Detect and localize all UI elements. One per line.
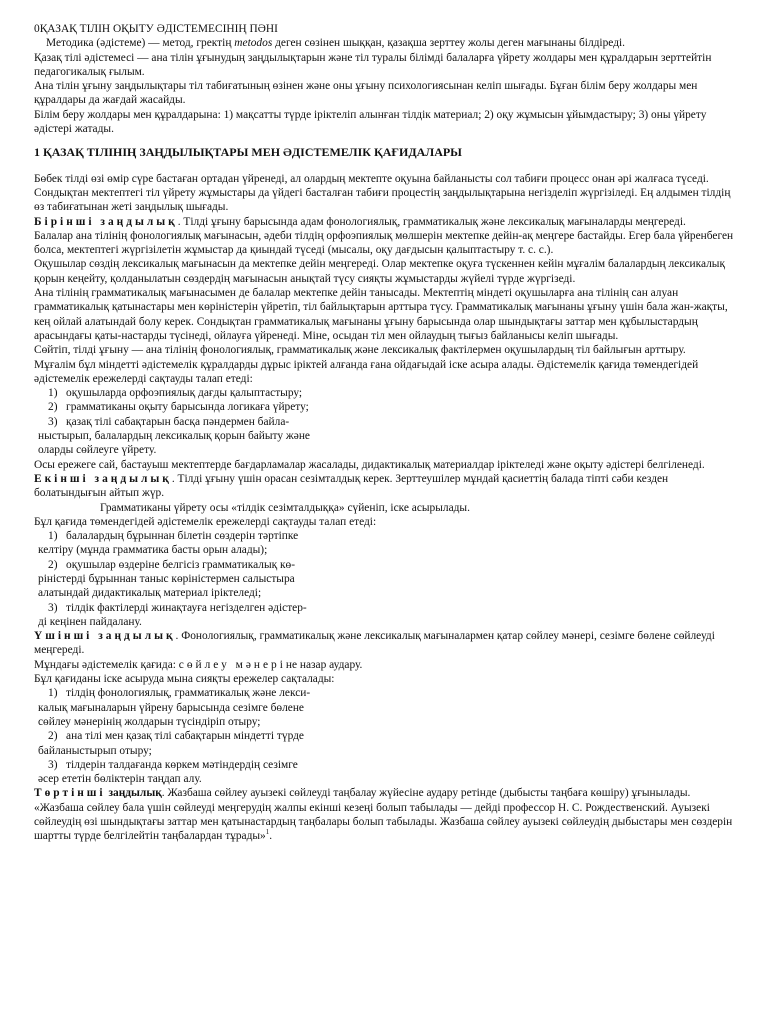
list-item xyxy=(34,529,384,543)
list-item xyxy=(34,758,384,772)
list-item xyxy=(34,415,384,429)
rules-list-2 xyxy=(34,529,384,629)
law-2-text: . Тілді ұғыну үшін орасан сезімталдық керек. Зерттеушілер мұндай қасиеттің балада тіпті сәби кезден болатындығын айтып жүр. xyxy=(34,472,669,500)
document-page xyxy=(34,22,734,844)
list-item xyxy=(34,386,384,400)
paragraph: Мұғалім бұл міндетті әдістемелік құралдарды дұрыс іріктей алғанда ғана ойдағыдай іске асыра алады. Әдістемелік қағида төмендегідей әдістемелік ережелерді сақтауды талап етеді: xyxy=(34,358,699,385)
list-text: тілдің фонологиялық, грамматикалық және лекси- xyxy=(66,687,311,700)
list-item xyxy=(34,601,384,615)
paragraph: Ана тілінің грамматикалық мағынасымен де балалар мектепке дейін танысады. Мектептің міндеті оқушыларға ана тілінің сан алуан грамматикалық қатынастары мен көріністерін үйретіп, тіл байлықтарын арттыра түсу. Грамматикалық мағынаны ұғыну үшін бала жан-жақты, кең ойлай алатындай болу керек. Сондықтан грамматикалық мағынаны ұғыну барысында олар шындықтағы заттар мен құбылыстардың арасындағы қаты-настарды түсінеді, ойлауға үйренеді. Міне, осыдан тіл мен ойлаудың тығыз байланысы келіп шығады. xyxy=(34,287,728,342)
list-item xyxy=(34,686,384,700)
document-title: 0ҚАЗАҚ ТІЛІН ОҚЫТУ ӘДІСТЕМЕСІНІҢ ПӘНІ xyxy=(34,23,278,35)
law-3-rule xyxy=(34,658,734,672)
quote-paragraph xyxy=(34,801,734,844)
intro-paragraph-1 xyxy=(34,36,734,50)
law-3-text: . Фонологиялық, грамматикалық және лексикалық мағыналармен қатар сөйлеу мәнері, сезімге бөлене сөйлеуді меңгереді. xyxy=(34,630,715,657)
list-item-continuation: байланыстырып отыру; xyxy=(38,744,152,757)
paragraph: Бұл қағида төмендегідей әдістемелік ережелерді сақтауды талап етеді: xyxy=(34,515,377,528)
footnote-mark: 1 xyxy=(265,828,270,837)
list-number: 2) xyxy=(48,558,58,571)
law-4-label-rest: заңдылық xyxy=(105,787,162,800)
rule-text: не назар аудару. xyxy=(285,658,363,671)
spaced-term: сөйлеу мәнері xyxy=(178,658,286,671)
paragraph: Бөбек тілді өзі өмір сүре бастаған ортадан үйренеді, ал олардың мектепте оқуына байланысты сол табиғи процесс онан әрі жалғаса түседі. Сондықтан мектептегі тіл үйрету жұмыстары да үйдегі басталған табиғи процестің заңдылықтарына негізделіп жүргізіледі. Ең алдымен тілдің өз табиғатынан жеті заңдылық шығады. xyxy=(34,172,731,214)
list-item-continuation: оларды сөйлеуге үйрету. xyxy=(38,444,157,457)
law-2-paragraph xyxy=(34,472,734,501)
rules-list-1 xyxy=(34,386,384,457)
law-4-paragraph xyxy=(34,786,734,800)
quote-end: . xyxy=(269,830,273,843)
section-heading: 1 ҚАЗАҚ ТІЛІНІҢ ЗАҢДЫЛЫҚТАРЫ МЕН ӘДІСТЕМЕЛІК ҚАҒИДАЛАРЫ xyxy=(34,145,462,160)
intro-paragraph-2: Қазақ тілі әдістемесі — ана тілін ұғынудың заңдылықтарын және тіл туралы білімді балаларға үйрету жолдары мен құралдарын зерттейтін педагогикалық ғылым. xyxy=(34,51,712,78)
list-text: оқушылар өздеріне белгісіз грамматикалық кө- xyxy=(66,558,296,571)
rules-list-3 xyxy=(34,686,384,786)
paragraph: Оқушылар сөздің лексикалық мағынасын да мектепке дейін меңгереді. Олар мектепке оқуға түскеннен кейін мұғалім балалардың лексикалық қорын кеңейту, қолданылатын сөздердің мағынасын анықтай түсу сияқты жұмыстарды жүйелі түрде жүргізеді. xyxy=(34,258,725,285)
law-1-text: . Тілді ұғыну барысында адам фонологиялық, грамматикалық және лексикалық мағыналарды меңгереді. xyxy=(177,215,686,228)
list-number: 3) xyxy=(48,415,58,428)
intro-section xyxy=(34,36,734,136)
list-number: 3) xyxy=(48,758,58,771)
italic-term: metodos xyxy=(234,37,273,50)
paragraph: Осы ережеге сай, бастауыш мектептерде бағдарламалар жасалады, дидактикалық материалдар іріктеледі және оқыту әдістері белгіленеді. xyxy=(34,458,705,471)
law-3-label: Үшінші заңдылық xyxy=(34,630,176,643)
list-text: қазақ тілі сабақтарын басқа пәндермен байла- xyxy=(66,415,290,428)
list-item-continuation: калық мағыналарын үйрену барысында сезімге бөлене xyxy=(38,701,304,714)
law-4-label-spaced: Төртінші xyxy=(34,787,106,800)
paragraph: Сөйтіп, тілді ұғыну — ана тілінің фонологиялық, грамматикалық және лексикалық фактілермен оқушылардың тіл байлығын арттыру. xyxy=(34,344,686,357)
indented-paragraph: Грамматиканы үйрету осы «тілдік сезімталдыққа» сүйеніп, іске асырылады. xyxy=(100,501,470,514)
list-number: 1) xyxy=(48,687,58,700)
law-4-text: . Жазбаша сөйлеу ауызекі сөйлеуді таңбалау жүйесіне аудару ретінде (дыбысты таңбаға көшіру) ұғынылады. xyxy=(161,787,691,800)
paragraph: Бұл қағиданы іске асыруда мына сияқты ережелер сақталады: xyxy=(34,673,335,686)
list-number: 1) xyxy=(48,530,58,543)
list-item xyxy=(34,400,384,414)
list-item-continuation: алатындай дидактикалық материал іріктеледі; xyxy=(38,587,262,600)
list-text: тілдік фактілерді жинақтауға негізделген әдістер- xyxy=(66,601,307,614)
law-1-paragraph xyxy=(34,215,734,229)
list-number: 2) xyxy=(48,401,58,414)
rule-text: Мұндағы әдістемелік қағида: xyxy=(34,658,179,671)
list-number: 2) xyxy=(48,730,58,743)
list-item xyxy=(34,558,384,572)
list-item-continuation: ріністерді бұрыннан таныс көріністермен салыстыра xyxy=(38,572,295,585)
law-1-label: Бірінші заңдылық xyxy=(34,215,178,228)
intro-paragraph-4: Білім беру жолдары мен құралдарына: 1) мақсатты түрде іріктеліп алынған тілдік материал; 2) оқу жұмысын ұйымдастыру; 3) оны үйрету әдістері жатады. xyxy=(34,108,707,136)
list-text: ана тілі мен қазақ тілі сабақтарын міндетті түрде xyxy=(66,730,304,743)
list-text: грамматиканы оқыту барысында логикаға үйрету; xyxy=(66,401,309,414)
law-2-label: Екінші заңдылық xyxy=(34,472,172,485)
list-number: 1) xyxy=(48,387,58,400)
law-3-paragraph xyxy=(34,629,734,658)
intro-text: деген сөзінен шыққан, қазақша зерттеу жолы деген мағынаны білдіреді. xyxy=(272,37,626,50)
list-text: тілдерін талдағанда көркем мәтіндердің сезімге xyxy=(66,758,298,771)
paragraph: Балалар ана тілінің фонологиялық мағынасын, әдеби тілдің орфоэпиялық мөлшерін мектепке дейін-ақ меңгере бастайды. Егер бала үйренбеген болса, мектептегі жүргізілетін жұмыстар да қиындай түседі (мысалы, оқу дағдысын қалыптастыру т. с. с.). xyxy=(34,229,734,257)
list-text: балалардың бұрыннан білетін сөздерін тәртіпке xyxy=(66,530,299,543)
list-item-continuation: ді кеңінен пайдалану. xyxy=(38,615,142,628)
quote-text: «Жазбаша сөйлеу бала үшін сөйлеуді меңгерудің жалпы екінші кезеңі болып табылады — дейді профессор Н. С. Рождественский. Ауызекі сөйлеудің өзі шындықтағы заттар мен қатынастардың таңбалары болып табылады. Жазбаша сөйлеу ауызекі сөйлеудің дыбыстары мен сөздерін шартты түрде белгілейтін таңбалардан тұрады» xyxy=(34,801,733,843)
list-item-continuation: сөйлеу мәнерінің жолдарын түсіндіріп отыру; xyxy=(38,715,261,728)
list-text: оқушыларда орфоэпиялық дағды қалыптастыру; xyxy=(66,387,303,400)
list-item-continuation: келтіру (мұнда грамматика басты орын алады); xyxy=(38,544,268,557)
intro-paragraph-3: Ана тілін ұғыну заңдылықтары тіл табиғатының өзінен және оны ұғыну психологиясынан келіп шығады. Бұған білім беру жолдары мен құралдары да жағдай жасайды. xyxy=(34,80,698,107)
list-item-continuation: әсер ететін бөліктерін таңдап алу. xyxy=(38,773,202,786)
list-item-continuation: ныстырып, балалардың лексикалық қорын байыту және xyxy=(38,430,310,443)
intro-text: Методика (әдістеме) — метод, гректің xyxy=(46,37,235,50)
list-item xyxy=(34,729,384,743)
list-number: 3) xyxy=(48,601,58,614)
